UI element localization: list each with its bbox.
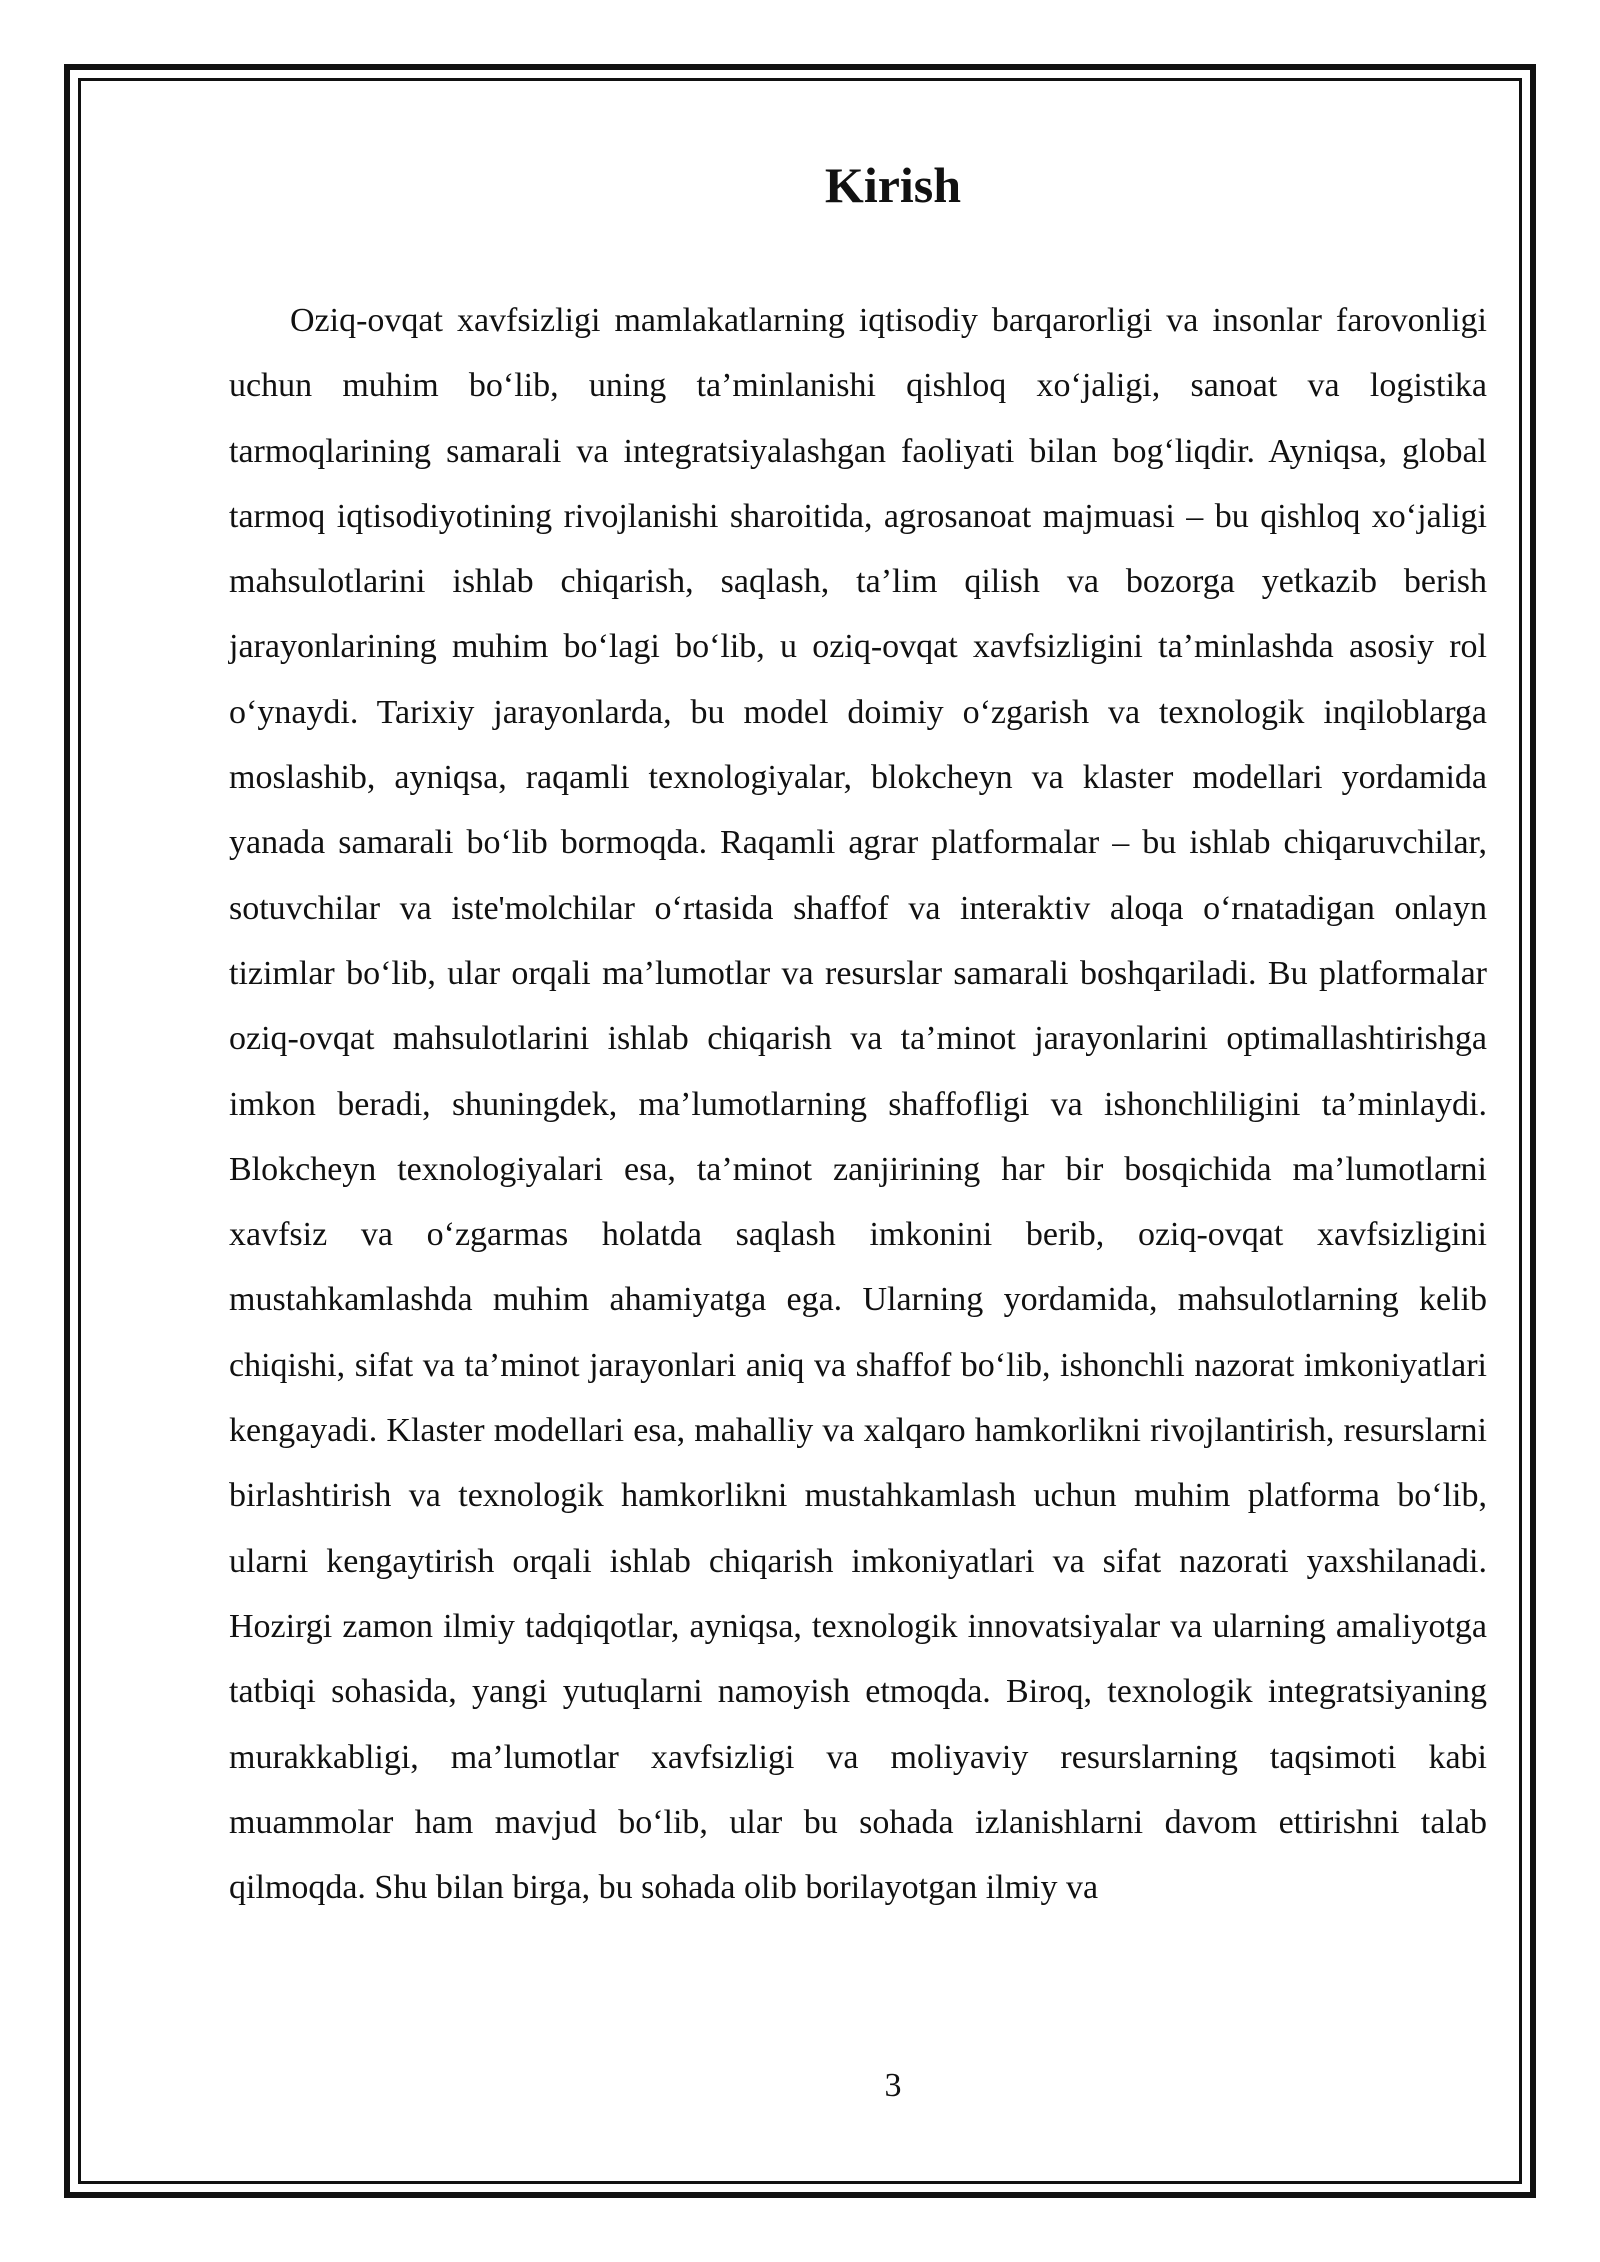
page-number: 3 xyxy=(884,2067,902,2104)
body-paragraph: Oziq-ovqat xavfsizligi mamlakatlarning iqtisodiy barqarorligi va insonlar farovonligi uchun muhim bo‘lib, uning ta’minlanishi qishloq xo‘jaligi, sanoat va logistika tarmoqlarining samarali va integratsiyalashgan faoliyati bilan bog‘liqdir. Ayniqsa, global tarmoq iqtisodiyotining rivojlanishi sharoitida, agrosanoat majmuasi – bu qishloq xo‘jaligi mahsulotlarini ishlab chiqarish, saqlash, ta’lim qilish va bozorga yetkazib berish jarayonlarining muhim bo‘lagi bo‘lib, u oziq-ovqat xavfsizligini ta’minlashda asosiy rol o‘ynaydi. Tarixiy jarayonlarda, bu model doimiy o‘zgarish va texnologik inqiloblarga moslashib, ayniqsa, raqamli texnologiyalar, blokcheyn va klaster modellari yordamida yanada samarali bo‘lib bormoqda. Raqamli agrar platformalar – bu ishlab chiqaruvchilar, sotuvchilar va iste'molchilar o‘rtasida shaffof va interaktiv aloqa o‘rnatadigan onlayn tizimlar bo‘lib, ular orqali ma’lumotlar va resurslar samarali boshqariladi. Bu platformalar oziq-ovqat mahsulotlarini ishlab chiqarish va ta’minot jarayonlarini optimallashtirishga imkon beradi, shuningdek, ma’lumotlarning shaffofligi va ishonchliligini ta’minlaydi. Blokcheyn texnologiyalari esa, ta’minot zanjirining har bir bosqichida ma’lumotlarni xavfsiz va o‘zgarmas holatda saqlash imkonini berib, oziq-ovqat xavfsizligini mustahkamlashda muhim ahamiyatga ega. Ularning yordamida, mahsulotlarning kelib chiqishi, sifat va ta’minot jarayonlari aniq va shaffof bo‘lib, ishonchli nazorat imkoniyatlari kengayadi. Klaster modellari esa, mahalliy va xalqaro hamkorlikni rivojlantirish, resurslarni birlashtirish va texnologik hamkorlikni mustahkamlash uchun muhim platforma bo‘lib, ularni kengaytirish orqali ishlab chiqarish imkoniyatlari va sifat nazorati yaxshilanadi. Hozirgi zamon ilmiy tadqiqotlar, ayniqsa, texnologik innovatsiyalar va ularning amaliyotga tatbiqi sohasida, yangi yutuqlarni namoyish etmoqda. Biroq, texnologik integratsiyaning murakkabligi, ma’lumotlar xavfsizligi va moliyaviy resurslarning taqsimoti kabi muammolar ham mavjud bo‘lib, ular bu sohada izlanishlarni davom ettirishni talab qilmoqda. Shu bilan birga, bu sohada olib borilayotgan ilmiy va xyxy=(229,302,1487,1907)
page-title: Kirish xyxy=(824,157,962,213)
